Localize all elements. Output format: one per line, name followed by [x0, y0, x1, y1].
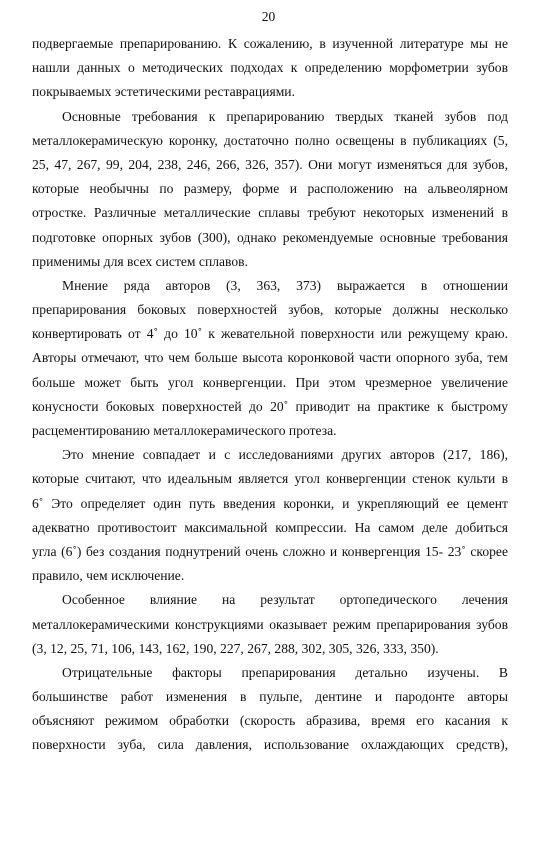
text-line: адекватно противостоит максимальной компрессии. На самом деле добиться	[32, 519, 508, 535]
text-line: 6˚ Это определяет один путь введения коронки, и укрепляющий ее цемент	[32, 495, 508, 511]
text-line: нашли данных о методических подходах к определению морфометрии зубов	[32, 60, 508, 76]
text-line: Особенное влияние на результат ортопедического лечения	[62, 592, 508, 608]
text-line: которые считают, что идеальным является угол конвергенции стенок культи в	[32, 471, 508, 487]
text-line: металлокерамическую коронку, достаточно полно освещены в публикациях (5,	[32, 132, 508, 148]
text-line: Это мнение совпадает и с исследованиями других авторов (217, 186),	[62, 447, 508, 463]
text-line: (3, 12, 25, 71, 106, 143, 162, 190, 227, 267, 288, 302, 305, 326, 333, 350).	[32, 640, 439, 656]
text-line: конвертировать от 4˚ до 10˚ к жевательной поверхности или режущему краю.	[32, 326, 508, 342]
text-line: металлокерамическими конструкциями оказывает режим препарирования зубов	[32, 616, 508, 632]
text-line: больше может быть угол конвергенции. При этом чрезмерное увеличение	[32, 374, 508, 390]
text-line: применимы для всех систем сплавов.	[32, 253, 248, 269]
document-body	[32, 32, 508, 758]
text-line: покрываемых эстетическими реставрациями.	[32, 84, 295, 100]
text-line: конусности боковых поверхностей до 20˚ приводит на практике к быстрому	[32, 398, 508, 414]
text-line: Отрицательные факторы препарирования детально изучены. В	[62, 664, 508, 680]
text-line: расцементированию металлокерамического протеза.	[32, 423, 337, 438]
text-line: угла (6˚) без создания поднутрений очень сложно и конвергенция 15- 23˚ скорее	[32, 543, 508, 559]
text-line: подвергаемые препарированию. К сожалению, в изученной литературе мы не	[32, 36, 508, 51]
text-line: Основные требования к препарированию твердых тканей зубов под	[62, 108, 508, 124]
text-line: правило, чем исключение.	[32, 568, 185, 584]
text-line: подготовке опорных зубов (300), однако рекомендуемые основные требования	[32, 229, 508, 245]
page-number: 20	[261, 9, 276, 24]
text-line: 25, 47, 267, 99, 204, 238, 246, 266, 326, 357). Они могут изменяться для зубов,	[32, 156, 508, 172]
text-line: препарирования боковых поверхностей зубов, которые должны несколько	[32, 302, 508, 318]
text-line: отростке. Различные металлические сплавы требуют некоторых изменений в	[32, 205, 508, 221]
text-line: объясняют режимом обработки (скорость абразива, время его касания к	[32, 713, 508, 729]
text-line: которые необычны по размеру, форме и расположению на альвеолярном	[32, 181, 508, 197]
text-line: Мнение ряда авторов (3, 363, 373) выражается в отношении	[62, 277, 508, 293]
text-line: Авторы отмечают, что чем больше высота коронковой части опорного зуба, тем	[32, 350, 508, 366]
text-line: поверхности зуба, сила давления, использование охлаждающих средств),	[32, 737, 508, 753]
text-line: большинстве работ изменения в пульпе, дентине и пародонте авторы	[32, 689, 508, 705]
